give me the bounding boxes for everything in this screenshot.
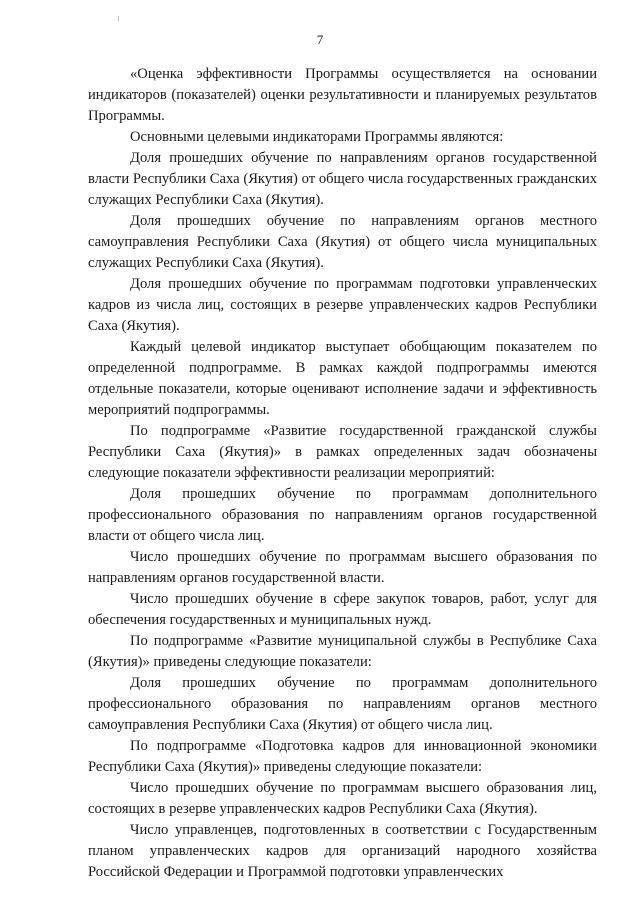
paragraph-indicator-reserve: Доля прошедших обучение по программам подготовки управленческих кадров из числа лиц, состоящих в резерве управленческих кадров Республики Саха (Якутия). [88,276,597,334]
paragraph-managers-count: Число управленцев, подготовленных в соответствии с Государственным планом управленческих кадров для организаций народного хозяйства Российской Федерации и Программой подготовки управленческих [88,822,597,880]
paragraph-each-indicator: Каждый целевой индикатор выступает обобщающим показателем по определенной подпрограмме. В рамках каждой подпрограммы имеются отдельные показатели, которые оценивают исполнение задачи и эффективность мероприятий подпрограммы. [88,339,597,418]
paragraph-indicator-municipal: Доля прошедших обучение по направлениям органов местного самоуправления Республики Саха (Якутия) от общего числа муниципальных служащих Республики Саха (Якутия). [88,213,597,271]
paragraph-indicator-state: Доля прошедших обучение по направлениям органов государственной власти Республики Саха (Якутия) от общего числа государственных гражданских служащих Республики Саха (Якутия). [88,150,597,208]
body-text [88,64,597,883]
paragraph-higher-education-state: Число прошедших обучение по программам высшего образования по направлениям органов государственной власти. [88,549,597,586]
paragraph-higher-education-reserve: Число прошедших обучение по программам высшего образования лиц, состоящих в резерве управленческих кадров Республики Саха (Якутия). [88,780,597,817]
paragraph-subprogram-innovation: По подпрограмме «Подготовка кадров для инновационной экономики Республики Саха (Якутия)» приведены следующие показатели: [88,738,597,775]
paragraph-share-dpo-municipal: Доля прошедших обучение по программам дополнительного профессионального образования по направлениям органов местного самоуправления Республики Саха (Якутия) от общего числа лиц. [88,675,597,733]
scan-mark [118,16,119,21]
page-number: 7 [316,32,324,47]
paragraph-subprogram-state: По подпрограмме «Развитие государственной гражданской службы Республики Саха (Якутия)» в рамках определенных задач обозначены следующие показатели эффективности реализации мероприятий: [88,423,597,481]
paragraph-share-dpo-state: Доля прошедших обучение по программам дополнительного профессионального образования по направлениям органов государственной власти от общего числа лиц. [88,486,597,544]
paragraph-subprogram-municipal: По подпрограмме «Развитие муниципальной службы в Республике Саха (Якутия)» приведены следующие показатели: [88,633,597,670]
paragraph-intro: «Оценка эффективности Программы осуществляется на основании индикаторов (показателей) оценки результативности и планируемых результатов Программы. [88,66,597,124]
paragraph-procurement: Число прошедших обучение в сфере закупок товаров, работ, услуг для обеспечения государственных и муниципальных нужд. [88,591,597,628]
paragraph-main-indicators: Основными целевыми индикаторами Программы являются: [130,129,504,145]
